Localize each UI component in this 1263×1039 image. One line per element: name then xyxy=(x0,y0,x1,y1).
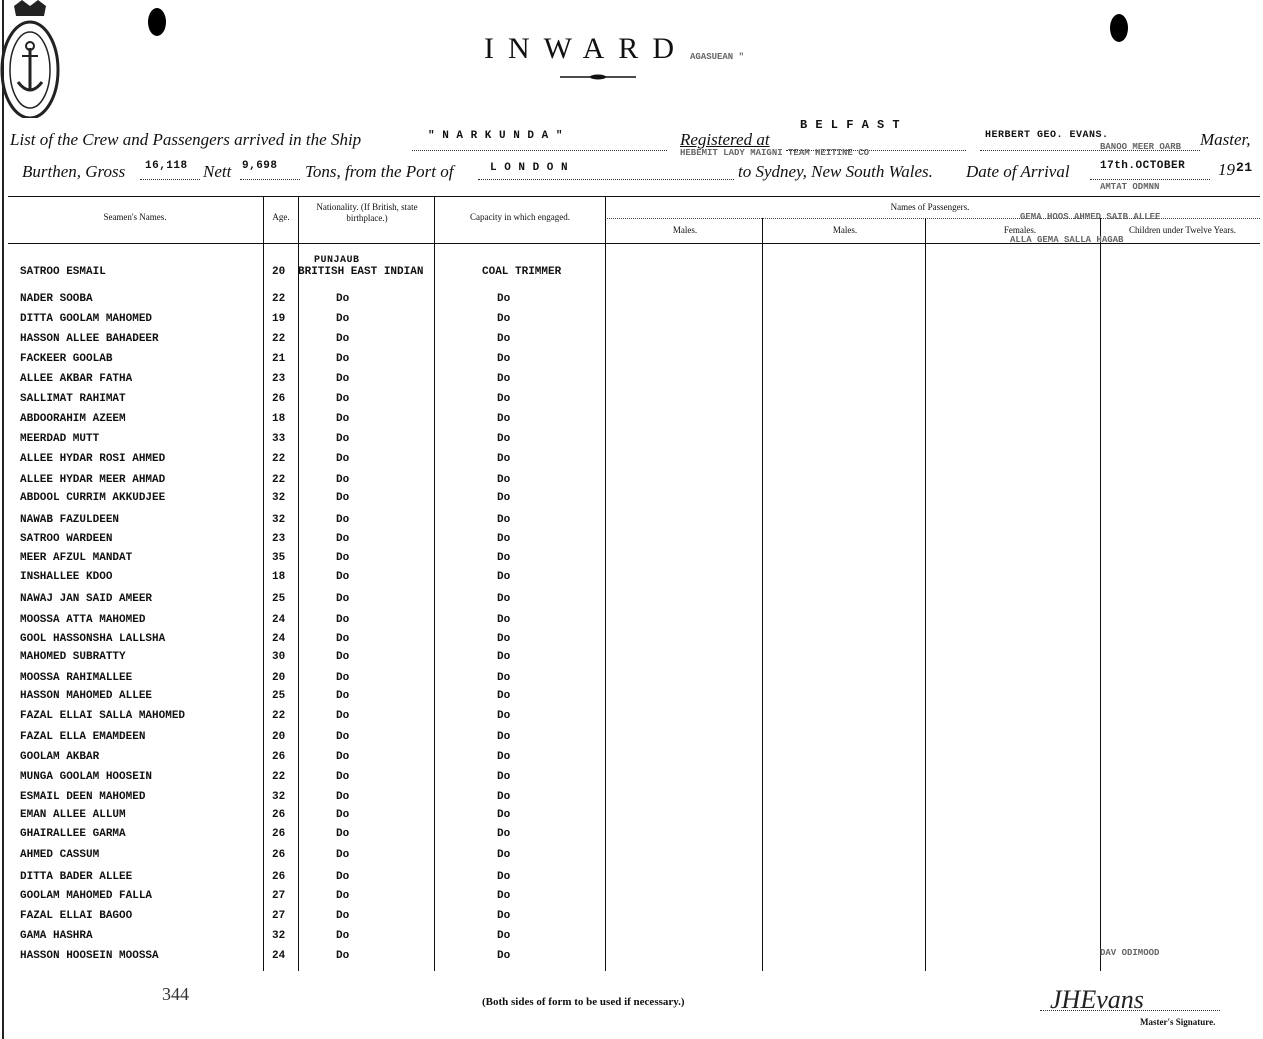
arrival-date-line xyxy=(1090,179,1210,180)
seaman-name: GOOLAM MAHOMED FALLA xyxy=(20,890,153,902)
seaman-name: HASSON HOOSEIN MOOSSA xyxy=(20,950,159,962)
seaman-capacity: Do xyxy=(497,950,511,962)
col-head-age: Age. xyxy=(272,212,290,222)
table-row xyxy=(0,514,620,532)
seaman-name: MEERDAD MUTT xyxy=(20,433,100,445)
seaman-nationality: Do xyxy=(336,809,350,821)
ship-name-line xyxy=(412,150,667,151)
signature-line xyxy=(1040,1010,1220,1011)
seaman-nationality: Do xyxy=(336,353,350,365)
seaman-name: GAMA HASHRA xyxy=(20,930,93,942)
seaman-name: SATROO WARDEEN xyxy=(20,533,113,545)
nett-line xyxy=(240,179,300,180)
seaman-age: 20 xyxy=(272,266,286,278)
seaman-capacity: Do xyxy=(497,571,511,583)
seaman-nationality: Do xyxy=(336,373,350,385)
seaman-nationality: Do xyxy=(336,890,350,902)
seaman-name: DITTA BADER ALLEE xyxy=(20,871,133,883)
seaman-age: 26 xyxy=(272,393,286,405)
seaman-age: 18 xyxy=(272,571,286,583)
table-row xyxy=(0,950,620,968)
seaman-nationality: Do xyxy=(336,710,350,722)
table-row xyxy=(0,393,620,411)
table-row xyxy=(0,492,620,510)
year-suffix: 21 xyxy=(1236,160,1253,175)
seaman-nationality: Do xyxy=(336,633,350,645)
seaman-capacity: COAL TRIMMER xyxy=(482,266,562,278)
seaman-capacity: Do xyxy=(497,333,511,345)
seaman-capacity: Do xyxy=(497,433,511,445)
bleed-mark-3: GEMA HOOS AHMED SAIB ALLEE xyxy=(1020,212,1161,222)
seaman-nationality: Do xyxy=(336,751,350,763)
seaman-capacity: Do xyxy=(497,910,511,922)
table-row xyxy=(0,809,620,827)
seaman-age: 26 xyxy=(272,871,286,883)
seaman-age: 22 xyxy=(272,710,286,722)
seaman-age: 25 xyxy=(272,690,286,702)
table-row xyxy=(0,672,620,690)
col-head-males-2: Males. xyxy=(832,225,858,235)
seaman-age: 22 xyxy=(272,293,286,305)
bleed-mark-2: AMTAT ODMNN xyxy=(1100,182,1160,192)
table-row xyxy=(0,433,620,451)
table-row xyxy=(0,930,620,948)
seaman-capacity: Do xyxy=(497,533,511,545)
seaman-nationality: Do xyxy=(336,533,350,545)
seaman-name: ALLEE AKBAR FATHA xyxy=(20,373,133,385)
table-row xyxy=(0,266,620,284)
table-row xyxy=(0,373,620,391)
seaman-capacity: Do xyxy=(497,809,511,821)
seaman-nationality: Do xyxy=(336,552,350,564)
seaman-capacity: Do xyxy=(497,791,511,803)
seaman-name: SATROO ESMAIL xyxy=(20,266,106,278)
table-row xyxy=(0,293,620,311)
table-row xyxy=(0,453,620,471)
gross-tonnage: 16,118 xyxy=(145,160,188,172)
seaman-nationality: BRITISH EAST INDIAN xyxy=(298,266,424,278)
table-row xyxy=(0,552,620,570)
seaman-nationality: Do xyxy=(336,910,350,922)
seaman-age: 20 xyxy=(272,731,286,743)
seaman-name: HASSON MAHOMED ALLEE xyxy=(20,690,153,702)
department-seal-stamp xyxy=(0,0,62,118)
arrival-date: 17th.OCTOBER xyxy=(1100,160,1186,172)
ship-name: " N A R K U N D A " xyxy=(428,130,563,142)
seaman-nationality: Do xyxy=(336,791,350,803)
seaman-nationality: Do xyxy=(336,771,350,783)
seaman-nationality: Do xyxy=(336,293,350,305)
seaman-capacity: Do xyxy=(497,474,511,486)
seaman-capacity: Do xyxy=(497,751,511,763)
table-row xyxy=(0,771,620,789)
seaman-name: GOOLAM AKBAR xyxy=(20,751,100,763)
first-row-birthplace: PUNJAUB xyxy=(314,255,360,266)
seaman-name: NAWAJ JAN SAID AMEER xyxy=(20,593,153,605)
seaman-age: 30 xyxy=(272,651,286,663)
seaman-age: 23 xyxy=(272,373,286,385)
col-head-males-1: Males. xyxy=(672,225,698,235)
seaman-name: HASSON ALLEE BAHADEER xyxy=(20,333,159,345)
seaman-age: 26 xyxy=(272,849,286,861)
seaman-capacity: Do xyxy=(497,672,511,684)
seaman-age: 24 xyxy=(272,950,286,962)
seaman-age: 22 xyxy=(272,453,286,465)
seaman-age: 26 xyxy=(272,751,286,763)
seaman-name: MOOSSA ATTA MAHOMED xyxy=(20,614,146,626)
table-row xyxy=(0,353,620,371)
seaman-nationality: Do xyxy=(336,393,350,405)
table-row xyxy=(0,593,620,611)
seaman-capacity: Do xyxy=(497,930,511,942)
seaman-nationality: Do xyxy=(336,690,350,702)
seaman-age: 22 xyxy=(272,333,286,345)
seaman-nationality: Do xyxy=(336,871,350,883)
table-row xyxy=(0,413,620,431)
seaman-nationality: Do xyxy=(336,849,350,861)
master-signature-label: Master's Signature. xyxy=(1140,1017,1216,1027)
destination-label: to Sydney, New South Wales. xyxy=(738,162,933,181)
seaman-capacity: Do xyxy=(497,552,511,564)
seaman-capacity: Do xyxy=(497,593,511,605)
seaman-age: 18 xyxy=(272,413,286,425)
table-row xyxy=(0,751,620,769)
seaman-capacity: Do xyxy=(497,353,511,365)
seaman-nationality: Do xyxy=(336,672,350,684)
bleed-mark-1: BANOO MEER OARB xyxy=(1100,142,1182,152)
seaman-name: EMAN ALLEE ALLUM xyxy=(20,809,126,821)
col-head-nationality: Nationality. (If British, state birthplace.) xyxy=(316,202,418,223)
seaman-nationality: Do xyxy=(336,433,350,445)
seaman-age: 20 xyxy=(272,672,286,684)
seaman-capacity: Do xyxy=(497,849,511,861)
seaman-age: 27 xyxy=(272,910,286,922)
table-row xyxy=(0,313,620,331)
registered-label: Registered at xyxy=(680,130,770,149)
col-head-passengers: Names of Passengers. xyxy=(890,202,970,212)
table-row xyxy=(0,849,620,867)
seaman-age: 32 xyxy=(272,492,286,504)
seaman-capacity: Do xyxy=(497,871,511,883)
gross-line xyxy=(140,179,200,180)
seaman-name: ALLEE HYDAR MEER AHMAD xyxy=(20,474,166,486)
seaman-nationality: Do xyxy=(336,930,350,942)
seaman-nationality: Do xyxy=(336,474,350,486)
registered-bleed-mark: HEBEMIT LADY MAIGNI TEAM HEITINE CO xyxy=(680,148,870,158)
seaman-nationality: Do xyxy=(336,950,350,962)
master-signature: JHEvans xyxy=(1050,985,1144,1014)
tons-from-port-label: Tons, from the Port of xyxy=(305,162,454,181)
table-row xyxy=(0,614,620,632)
year-prefix: 19 xyxy=(1218,160,1235,179)
col-divider-males2 xyxy=(762,218,763,971)
seaman-capacity: Do xyxy=(497,313,511,325)
table-row xyxy=(0,731,620,749)
table-row xyxy=(0,690,620,708)
table-row xyxy=(0,791,620,809)
seaman-name: GHAIRALLEE GARMA xyxy=(20,828,126,840)
title-ornament xyxy=(560,72,636,82)
seaman-capacity: Do xyxy=(497,293,511,305)
seaman-capacity: Do xyxy=(497,373,511,385)
departure-port: L O N D O N xyxy=(490,162,569,174)
seaman-name: GOOL HASSONSHA LALLSHA xyxy=(20,633,166,645)
seaman-age: 32 xyxy=(272,791,286,803)
seaman-nationality: Do xyxy=(336,651,350,663)
seaman-age: 26 xyxy=(272,809,286,821)
seaman-capacity: Do xyxy=(497,731,511,743)
seaman-capacity: Do xyxy=(497,633,511,645)
table-row xyxy=(0,828,620,846)
seaman-name: FAZAL ELLAI SALLA MAHOMED xyxy=(20,710,186,722)
nett-tonnage: 9,698 xyxy=(242,160,278,172)
seaman-age: 22 xyxy=(272,771,286,783)
seaman-capacity: Do xyxy=(497,710,511,722)
seaman-capacity: Do xyxy=(497,828,511,840)
passengers-subheader-rule xyxy=(605,218,1260,219)
seaman-nationality: Do xyxy=(336,593,350,605)
seaman-capacity: Do xyxy=(497,514,511,526)
registered-port: B E L F A S T xyxy=(800,118,901,132)
seaman-nationality: Do xyxy=(336,313,350,325)
seaman-capacity: Do xyxy=(497,393,511,405)
page-number: 344 xyxy=(162,984,189,1004)
seaman-age: 24 xyxy=(272,633,286,645)
seaman-nationality: Do xyxy=(336,453,350,465)
seaman-name: ABDOOL CURRIM AKKUDJEE xyxy=(20,492,166,504)
seaman-capacity: Do xyxy=(497,453,511,465)
seaman-nationality: Do xyxy=(336,333,350,345)
table-row xyxy=(0,710,620,728)
seaman-age: 26 xyxy=(272,828,286,840)
binder-hole-right xyxy=(1110,14,1128,42)
form-usage-note: (Both sides of form to be used if necessary.) xyxy=(482,996,685,1008)
seaman-name: INSHALLEE KDOO xyxy=(20,571,113,583)
master-name: HERBERT GEO. EVANS. xyxy=(985,130,1109,141)
col-head-names: Seamen's Names. xyxy=(103,212,167,222)
seaman-nationality: Do xyxy=(336,492,350,504)
nett-label: Nett xyxy=(203,162,232,181)
seaman-name: MAHOMED SUBRATTY xyxy=(20,651,126,663)
seaman-age: 35 xyxy=(272,552,286,564)
seaman-capacity: Do xyxy=(497,690,511,702)
seaman-capacity: Do xyxy=(497,651,511,663)
col-head-capacity: Capacity in which engaged. xyxy=(470,212,570,222)
burthen-label: Burthen, Gross xyxy=(22,162,126,181)
col-head-children: Children under Twelve Years. xyxy=(1129,225,1236,235)
seaman-capacity: Do xyxy=(497,492,511,504)
seaman-nationality: Do xyxy=(336,614,350,626)
seaman-name: NADER SOOBA xyxy=(20,293,93,305)
seaman-name: MEER AFZUL MANDAT xyxy=(20,552,133,564)
seaman-age: 33 xyxy=(272,433,286,445)
page-title: INWARD xyxy=(484,32,688,65)
arrival-date-label: Date of Arrival xyxy=(966,162,1070,181)
seaman-age: 23 xyxy=(272,533,286,545)
table-row xyxy=(0,533,620,551)
binder-hole-left xyxy=(148,8,166,36)
table-top-rule xyxy=(8,196,1260,197)
seaman-capacity: Do xyxy=(497,890,511,902)
seaman-age: 27 xyxy=(272,890,286,902)
col-divider-children xyxy=(1100,218,1101,971)
table-row xyxy=(0,651,620,669)
seaman-age: 32 xyxy=(272,930,286,942)
col-head-females: Females. xyxy=(1003,225,1037,235)
seaman-capacity: Do xyxy=(497,771,511,783)
table-row xyxy=(0,474,620,492)
seaman-capacity: Do xyxy=(497,413,511,425)
table-row xyxy=(0,333,620,351)
seaman-name: ESMAIL DEEN MAHOMED xyxy=(20,791,146,803)
seaman-capacity: Do xyxy=(497,614,511,626)
seaman-age: 21 xyxy=(272,353,286,365)
seaman-name: FAZAL ELLA EMAMDEEN xyxy=(20,731,146,743)
col-divider-females xyxy=(925,218,926,971)
seaman-name: ALLEE HYDAR ROSI AHMED xyxy=(20,453,166,465)
seaman-age: 25 xyxy=(272,593,286,605)
crew-list-label: List of the Crew and Passengers arrived in the Ship xyxy=(10,130,362,149)
seaman-name: DITTA GOOLAM MAHOMED xyxy=(20,313,153,325)
seaman-age: 22 xyxy=(272,474,286,486)
table-row xyxy=(0,871,620,889)
seaman-nationality: Do xyxy=(336,731,350,743)
seaman-nationality: Do xyxy=(336,828,350,840)
table-row xyxy=(0,910,620,928)
departure-port-line xyxy=(478,179,734,180)
seaman-name: NAWAB FAZULDEEN xyxy=(20,514,120,526)
seaman-nationality: Do xyxy=(336,413,350,425)
seaman-name: MUNGA GOOLAM HOOSEIN xyxy=(20,771,153,783)
table-row xyxy=(0,633,620,651)
seaman-age: 19 xyxy=(272,313,286,325)
seaman-nationality: Do xyxy=(336,514,350,526)
table-row xyxy=(0,890,620,908)
seaman-name: FACKEER GOOLAB xyxy=(20,353,113,365)
seaman-name: FAZAL ELLAI BAGOO xyxy=(20,910,133,922)
seaman-name: AHMED CASSUM xyxy=(20,849,100,861)
table-row xyxy=(0,571,620,589)
master-label: Master, xyxy=(1200,130,1251,149)
bleed-mark-4: ALLA GEMA SALLA HAGAB xyxy=(1010,235,1124,245)
bleed-mark-5: DAV ODIMOOD xyxy=(1100,948,1160,958)
seaman-age: 24 xyxy=(272,614,286,626)
seaman-nationality: Do xyxy=(336,571,350,583)
seaman-age: 32 xyxy=(272,514,286,526)
seaman-name: ABDOORAHIM AZEEM xyxy=(20,413,126,425)
seaman-name: MOOSSA RAHIMALLEE xyxy=(20,672,133,684)
seaman-name: SALLIMAT RAHIMAT xyxy=(20,393,126,405)
title-bleed-mark: AGASUEAN " xyxy=(690,52,745,62)
